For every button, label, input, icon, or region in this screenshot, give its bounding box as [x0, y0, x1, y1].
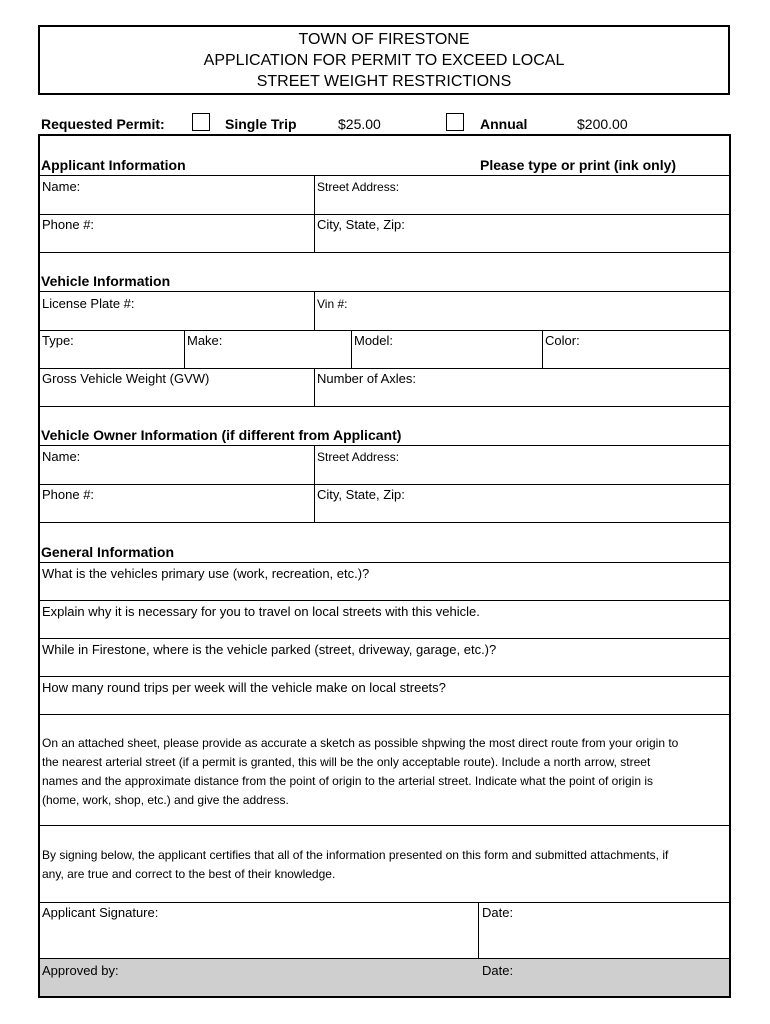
- vehicle-type-field[interactable]: Type:: [42, 333, 74, 348]
- application-form: [38, 134, 731, 998]
- applicant-city-field[interactable]: City, State, Zip:: [317, 217, 405, 232]
- single-trip-label: Single Trip: [225, 116, 297, 132]
- annual-checkbox[interactable]: [446, 113, 464, 131]
- title-line-3: STREET WEIGHT RESTRICTIONS: [256, 73, 512, 90]
- approval-date-field: Date:: [482, 963, 514, 978]
- requested-permit-label: Requested Permit:: [41, 116, 165, 132]
- owner-phone-field[interactable]: Phone #:: [42, 487, 95, 502]
- applicant-info-heading: Applicant Information: [41, 157, 186, 173]
- title-line-1: TOWN OF FIRESTONE: [298, 31, 470, 48]
- annual-label: Annual: [480, 116, 528, 132]
- round-trips-question[interactable]: How many round trips per week will the vehicle make on local streets?: [42, 680, 446, 695]
- vehicle-info-heading: Vehicle Information: [41, 273, 171, 289]
- title-line-2: APPLICATION FOR PERMIT TO EXCEED LOCAL: [203, 52, 565, 69]
- vehicle-color-field[interactable]: Color:: [545, 333, 580, 348]
- applicant-signature-field[interactable]: Applicant Signature:: [42, 905, 159, 920]
- owner-street-field[interactable]: Street Address:: [317, 450, 400, 464]
- ink-instruction: Please type or print (ink only): [480, 157, 677, 173]
- requested-permit-row: [40, 113, 730, 135]
- approved-by-field: Approved by:: [42, 963, 119, 978]
- single-trip-price: $25.00: [338, 116, 381, 132]
- vehicle-make-field[interactable]: Make:: [187, 333, 223, 348]
- office-use-shading: [40, 959, 729, 996]
- axles-field[interactable]: Number of Axles:: [317, 371, 416, 386]
- gvw-field[interactable]: Gross Vehicle Weight (GVW): [42, 371, 210, 386]
- primary-use-question[interactable]: What is the vehicles primary use (work, recreation, etc.)?: [42, 566, 370, 581]
- parking-question[interactable]: While in Firestone, where is the vehicle parked (street, driveway, garage, etc.)?: [42, 642, 497, 657]
- applicant-street-field[interactable]: Street Address:: [317, 180, 400, 194]
- signature-date-field[interactable]: Date:: [482, 905, 514, 920]
- necessity-question[interactable]: Explain why it is necessary for you to travel on local streets with this vehicle.: [42, 604, 480, 619]
- owner-city-field[interactable]: City, State, Zip:: [317, 487, 405, 502]
- route-sketch-instructions: On an attached sheet, please provide as accurate a sketch as possible shpwing the most direct route from your origin to the nearest arterial street (if a permit is granted, this will be the only acceptable route). Include a north arrow, street names and the approximate distance from the point of origin to the arterial street. Indicate what the point of origin is (home, work, shop, etc.) and give the address.: [42, 736, 679, 807]
- general-info-heading: General Information: [41, 544, 175, 560]
- owner-info-heading: Vehicle Owner Information (if different from Applicant): [41, 427, 402, 443]
- vin-field[interactable]: Vin #:: [317, 297, 348, 311]
- applicant-phone-field[interactable]: Phone #:: [42, 217, 95, 232]
- single-trip-checkbox[interactable]: [192, 113, 210, 131]
- owner-name-field[interactable]: Name:: [42, 449, 81, 464]
- applicant-name-field[interactable]: Name:: [42, 179, 81, 194]
- form-title-box: [38, 25, 730, 95]
- annual-price: $200.00: [577, 116, 628, 132]
- vehicle-model-field[interactable]: Model:: [354, 333, 394, 348]
- license-plate-field[interactable]: License Plate #:: [42, 296, 135, 311]
- certification-statement: By signing below, the applicant certifies that all of the information presented on this form and submitted attachments, if any, are true and correct to the best of their knowledge.: [42, 848, 669, 881]
